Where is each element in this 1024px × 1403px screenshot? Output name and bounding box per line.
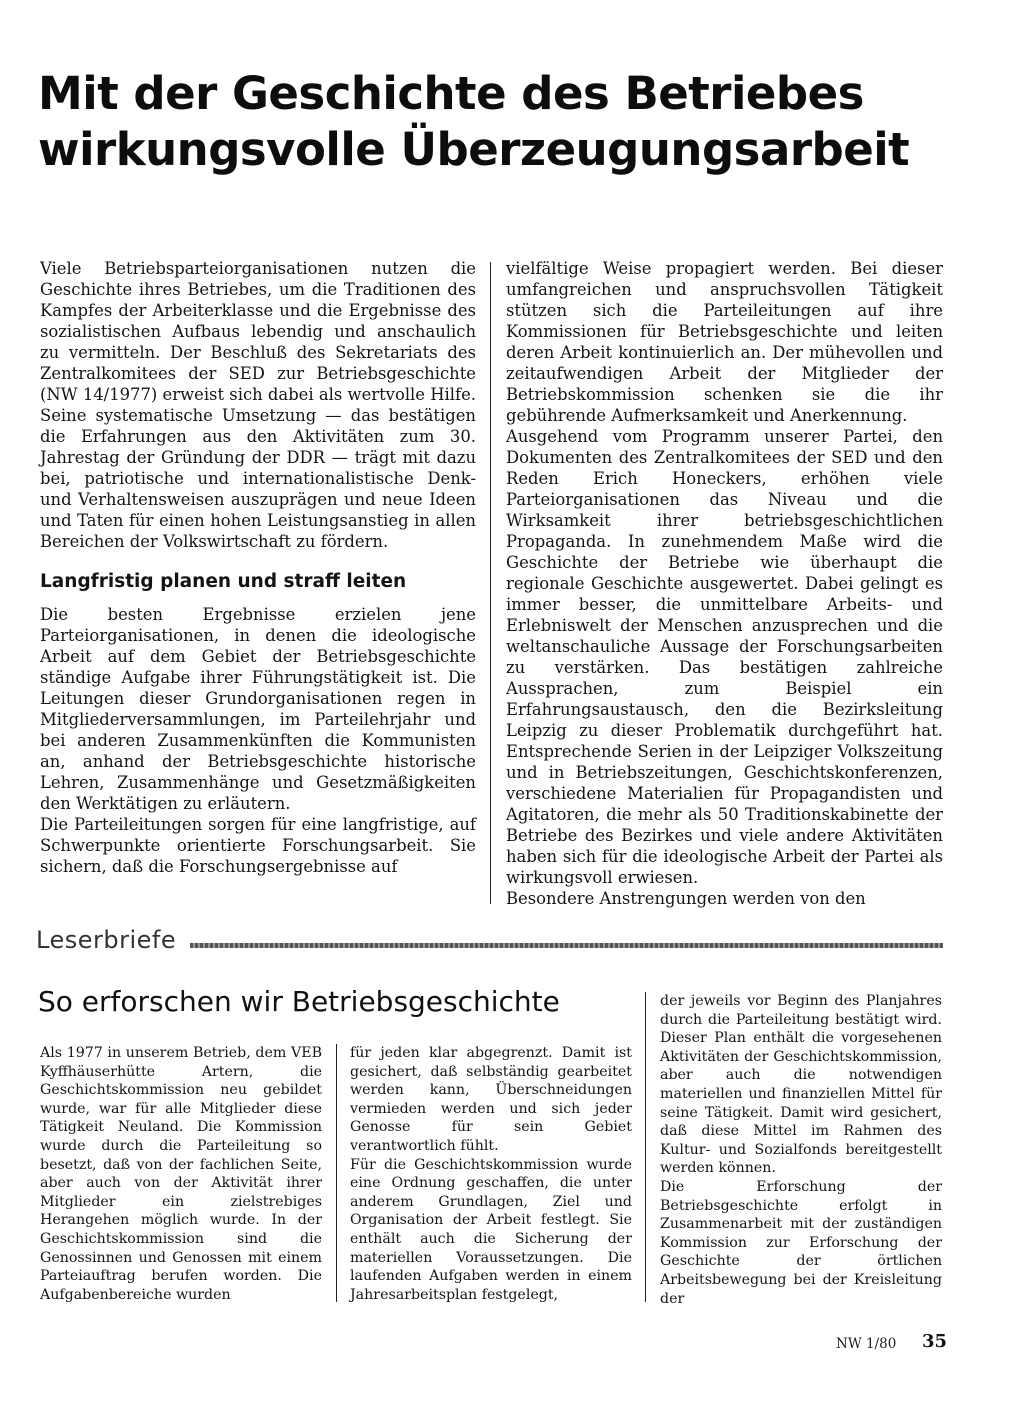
article2-col2-paragraph-1: für jeden klar abgegrenzt. Damit ist gesichert, daß selbständig gearbeitet werden kann, Überschneidungen vermieden werden und sich jeder Genosse für sein Gebiet verantwortlich fühlt. bbox=[350, 1045, 632, 1154]
page-number: 35 bbox=[922, 1331, 948, 1352]
column-divider-bottom-2 bbox=[645, 992, 646, 1302]
article1-col2-paragraph-1: vielfältige Weise propagiert werden. Bei dieser umfangreichen und anspruchsvollen Tätigkeit stützen sich die Parteileitungen auf ihre Kommissionen für Betriebsgeschichte und leiten deren Arbeit kontinuierlich an. Der mühevollen und zeitaufwendigen Arbeit der Mitglieder der Betriebskommission schenken sie die ihr gebührende Aufmerksamkeit und Anerkennung. bbox=[506, 259, 943, 425]
article2-col1-paragraph-1: Als 1977 in unserem Betrieb, dem VEB Kyffhäuserhütte Artern, die Geschichtskommission neu gebildet wurde, war für alle Mitglieder diese Tätigkeit Neuland. Die Kommission wurde durch die Parteileitung so besetzt, daß von der fachlichen Seite, aber auch von der Aktivität ihrer Mitglieder ein zielstrebiges Herangehen möglich wurde. In der Geschichtskommission sind die Genossinnen und Genossen mit einem Parteiauftrag berufen worden. Die Aufgabenbereiche wurden bbox=[40, 1045, 322, 1303]
article1-subheading: Langfristig planen und straff leiten bbox=[40, 571, 407, 592]
article1-col2-paragraph-2: Ausgehend vom Programm unserer Partei, den Dokumenten des Zentralkomitees der SED und den Reden Erich Honeckers, erhöhen viele Parteiorganisationen das Niveau und die Wirksamkeit ihrer betriebsgeschichtlichen Propaganda. In zunehmendem Maße wird die Geschichte der Betriebe wie überhaupt die regionale Geschichte ausgewertet. Dabei gelingt es immer besser, die unmittelbare Arbeits- und Erlebniswelt der Menschen anzusprechen und die weltanschauliche Aussage der Forschungsarbeiten zu verstärken. Das bestätigen zahlreiche Aussprachen, zum Beispiel ein Erfahrungsaustausch, den die Bezirksleitung Leipzig zu dieser Problematik durchgeführt hat. Entsprechende Serien in der Leipziger Volkszeitung und in Betriebszeitungen, Geschichtskonferenzen, verschiedene Materialien für Propagandisten und Agitatoren, die mehr als 50 Traditionskabinette der Betriebe des Bezirkes und viele andere Aktivitäten haben sich für die ideologische Arbeit der Partei als wirkungsvoll erwiesen. bbox=[506, 427, 943, 887]
article1-column-2 bbox=[506, 258, 943, 909]
article2-column-2 bbox=[350, 1044, 632, 1304]
article2-col2-paragraph-2: Für die Geschichtskommission wurde eine Ordnung geschaffen, die unter anderem Grundlagen, Ziel und Organisation der Arbeit festlegt. Sie enthält auch die Sicherung der materiellen Voraussetzungen. Die laufenden Aufgaben werden in einem Jahresarbeitsplan festgelegt, bbox=[350, 1156, 632, 1303]
article1-col1-paragraph-1: Viele Betriebsparteiorganisationen nutzen die Geschichte ihres Betriebes, um die Traditionen des Kampfes der Arbeiterklasse und die Ergebnisse des sozialistischen Aufbaus lebendig und anschaulich zu vermitteln. Der Beschluß des Sekretariats des Zentralkomitees der SED zur Betriebsgeschichte (NW 14/1977) erweist sich dabei als wertvolle Hilfe. Seine systematische Umsetzung — das bestätigen die Erfahrungen aus den Aktivitäten zum 30. Jahrestag der Gründung der DDR — trägt mit dazu bei, patriotische und internationalistische Denk- und Verhaltensweisen auszuprägen und neue Ideen und Taten für einen hohen Leistungsanstieg in allen Bereichen der Volkswirtschaft zu fördern. bbox=[40, 259, 476, 551]
article1-col1-paragraph-2: Die besten Ergebnisse erzielen jene Parteiorganisationen, in denen die ideologische Arbeit auf dem Gebiet der Betriebsgeschichte ständige Aufgabe ihrer Führungstätigkeit ist. Die Leitungen dieser Grundorganisationen regen in Mitgliederversammlungen, im Parteilehrjahr und bei anderen Zusammenkünften die Kommunisten an, anhand der Betriebsgeschichte historische Lehren, Zusammenhänge und Gesetzmäßigkeiten den Werktätigen zu erläutern. bbox=[40, 605, 476, 813]
page-headline: Mit der Geschichte des Betriebes wirkungsvolle Überzeugungsarbeit bbox=[38, 67, 910, 176]
article1-col2-paragraph-3: Besondere Anstrengungen werden von den bbox=[506, 889, 866, 908]
article2-title: So erforschen wir Betriebsgeschichte bbox=[38, 985, 560, 1018]
article2-column-3 bbox=[660, 992, 942, 1308]
column-divider-bottom-1 bbox=[336, 1044, 337, 1302]
article1-column-1 bbox=[40, 258, 476, 877]
issue-code: NW 1/80 bbox=[836, 1336, 897, 1352]
article2-col3-paragraph-1: der jeweils vor Beginn des Planjahres durch die Parteileitung bestätigt wird. Dieser Plan enthält die vorgesehenen Aktivitäten der Geschichtskommission, aber auch die notwendigen materiellen und finanziellen Mittel für seine Tätigkeit. Damit wird gesichert, daß diese Mittel im Rahmen des Kultur- und Sozialfonds bereitgestellt werden können. bbox=[660, 993, 942, 1177]
article2-col3-paragraph-2: Die Erforschung der Betriebsgeschichte erfolgt in Zusammenarbeit mit der zuständigen Kommission zur Erforschung der Geschichte der örtlichen Arbeitsbewegung bei der Kreisleitung der bbox=[660, 1178, 942, 1307]
article2-column-1 bbox=[40, 1044, 322, 1304]
article1-col1-paragraph-3: Die Parteileitungen sorgen für eine langfristige, auf Schwerpunkte orientierte Forschungsarbeit. Sie sichern, daß die Forschungsergebnisse auf bbox=[40, 815, 476, 876]
column-divider-top bbox=[490, 262, 491, 904]
section-rule bbox=[190, 943, 943, 948]
section-label: Leserbriefe bbox=[36, 926, 177, 954]
